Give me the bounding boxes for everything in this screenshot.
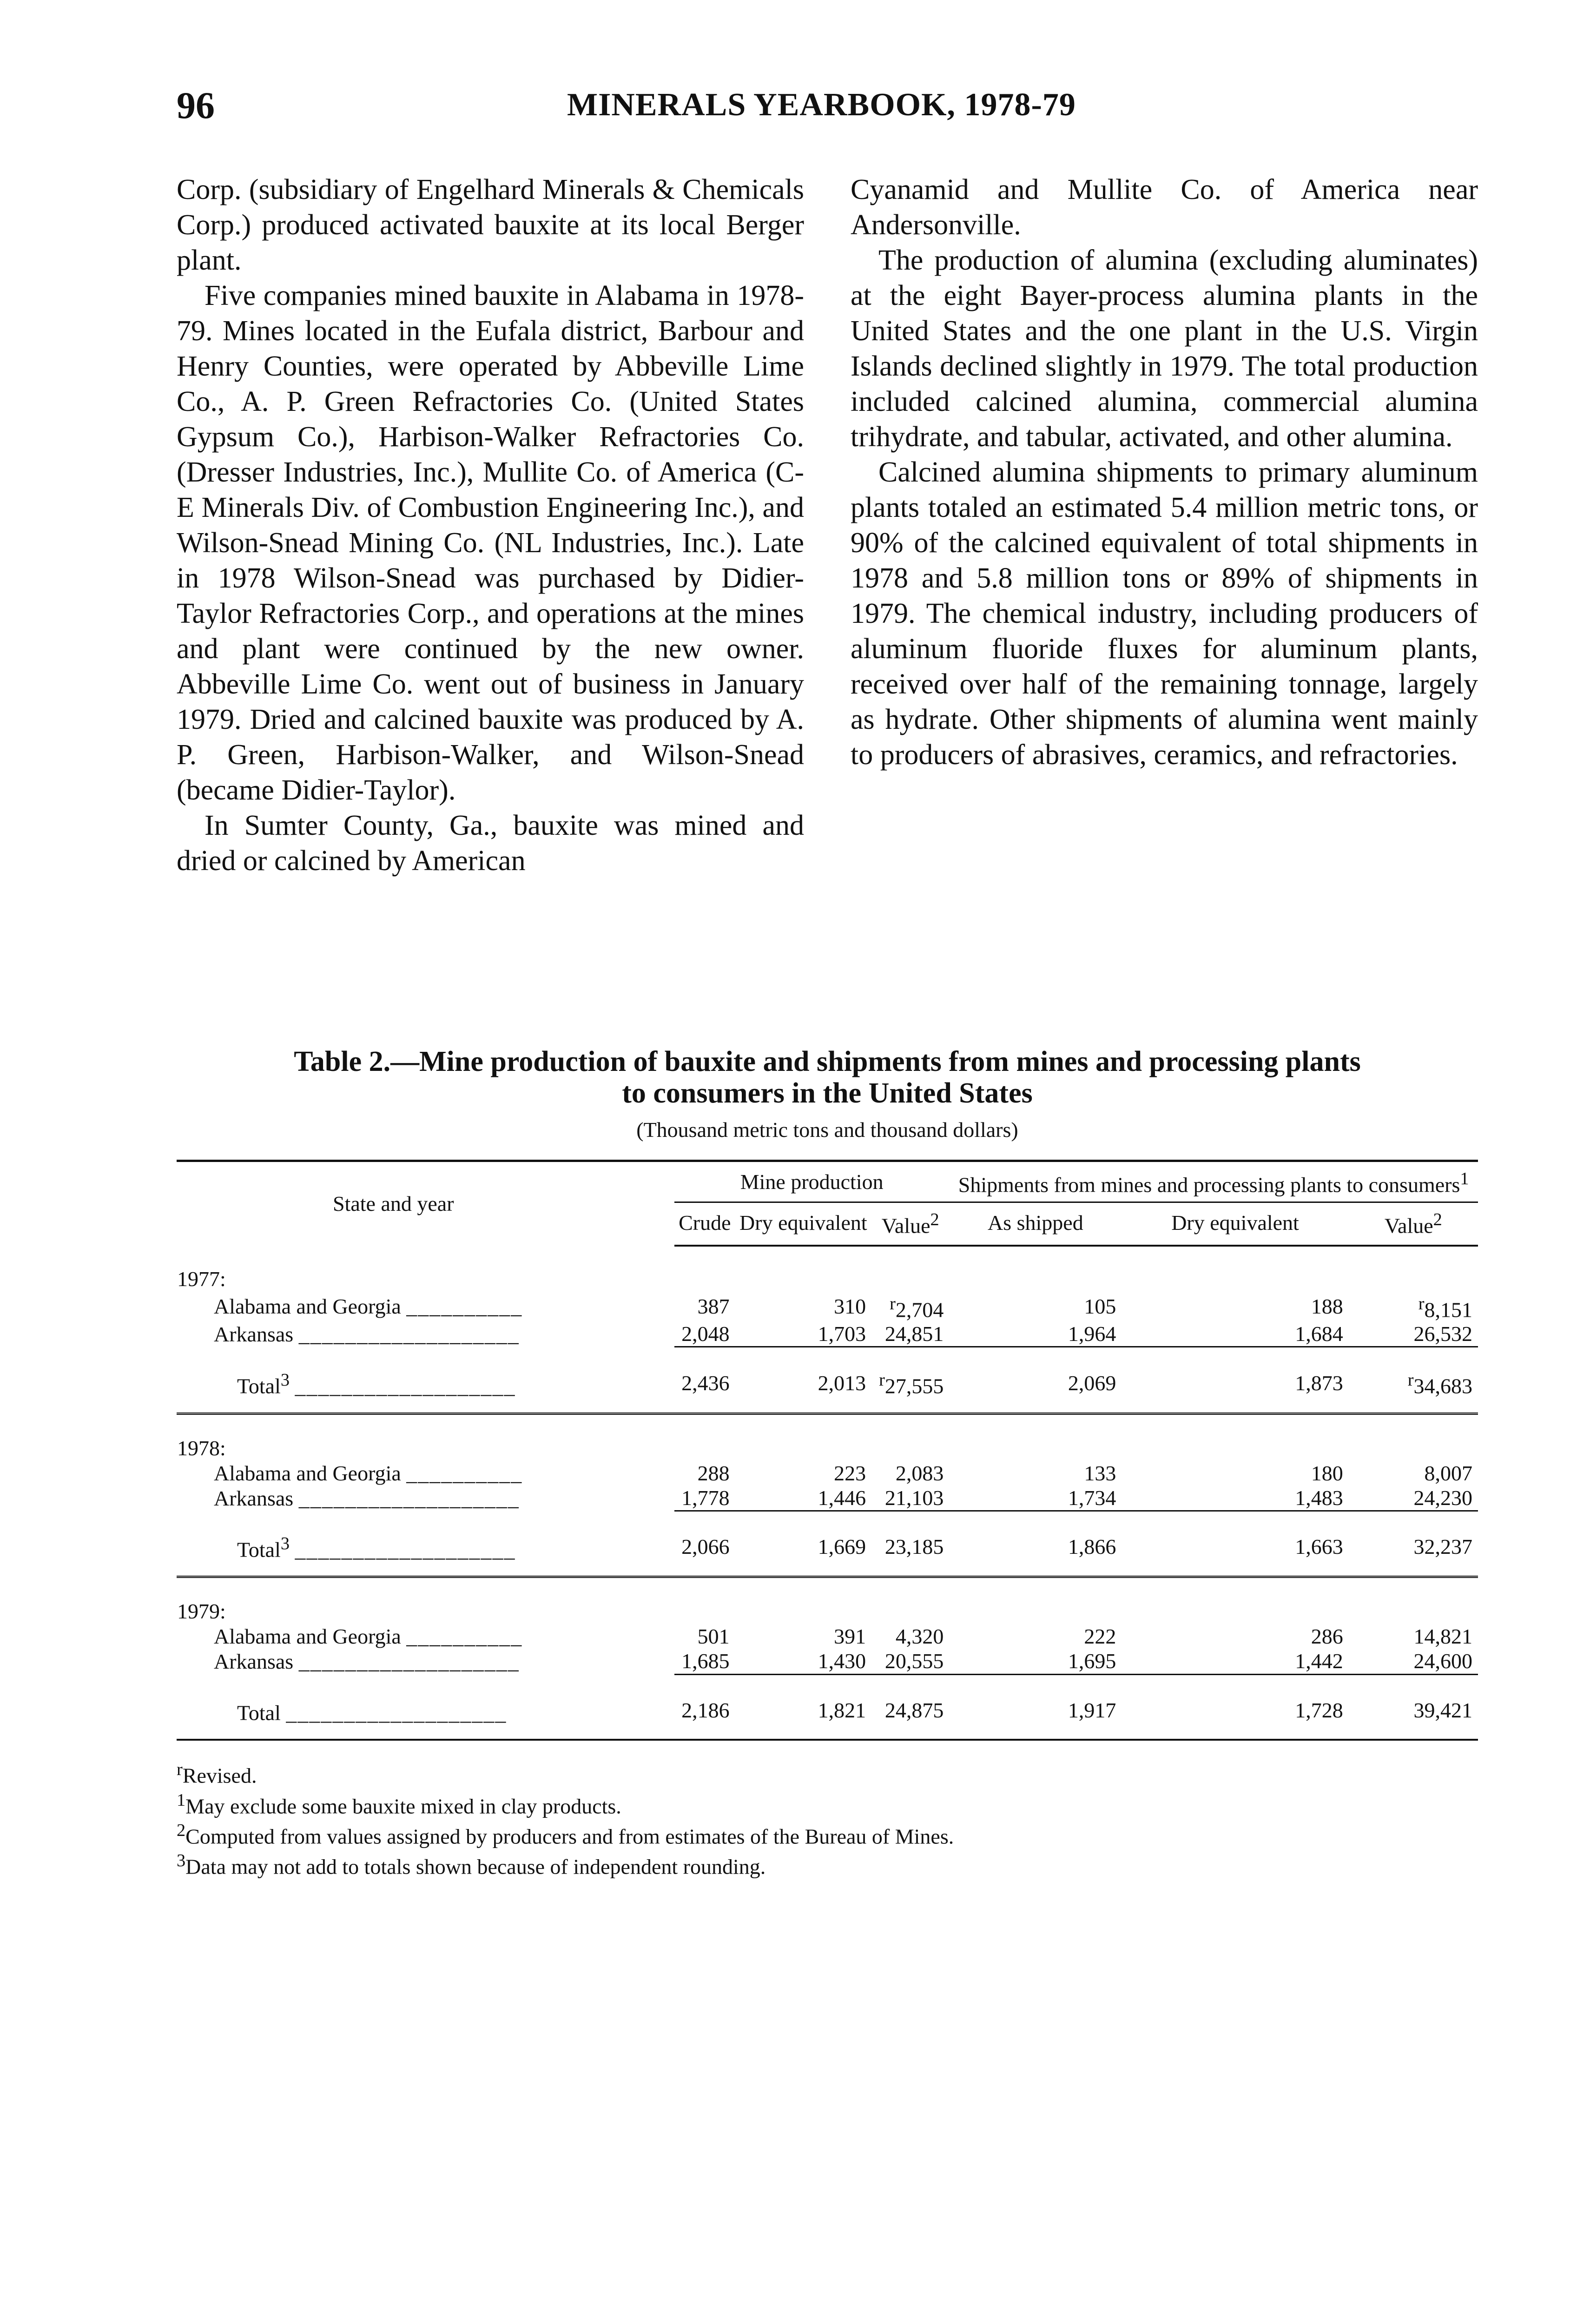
footnote: $^2$Computed from values assigned by producers and from estimates of the Bureau of Mines. xyxy=(177,1821,954,1849)
paragraph: Corp. (subsidiary of Engelhard Minerals & Chemicals Corp.) produced activated bauxite at its local Berger plant. xyxy=(177,174,804,276)
page-header xyxy=(177,84,1478,125)
total-dry2: 1,663 xyxy=(1122,1511,1348,1577)
empty-cell xyxy=(949,1577,1122,1624)
total-row xyxy=(177,1511,1478,1577)
cell-dry2: 188 xyxy=(1311,1294,1343,1319)
total-value: 24,875 xyxy=(871,1674,949,1740)
cell-dry2: 1,684 xyxy=(1295,1322,1343,1346)
cell-value: 21,103 xyxy=(884,1486,944,1510)
total-dry2: 1,873 xyxy=(1122,1347,1348,1413)
cell-shipped: 105 xyxy=(1084,1294,1116,1319)
total-shipped: 1,866 xyxy=(949,1511,1122,1577)
cell-shipped: 133 xyxy=(1084,1461,1116,1485)
total-crude: 2,186 xyxy=(674,1674,735,1740)
cell-dry: 1,430 xyxy=(818,1649,866,1673)
paragraph: Five companies mined bauxite in Alabama in 1978-79. Mines located in the Eufala district, Barbour and Henry Counties, were operated by Abbeville Lime Co., A. P. Green Refractories Co. (United States Gypsum Co.), Harbison-Walker Refractories Co. (Dresser Industries, Inc.), Mullite Co. of America (C-E Minerals Div. of Combustion Engineering Inc.), and Wilson-Snead Mining Co. (NL Industries, Inc.). Late in 1978 Wilson-Snead was purchased by Didier-Taylor Refractories Corp., and operations at the mines and plant were continued by the new owner. Abbeville Lime Co. went out of business in January 1979. Dried and calcined bauxite was produced by A. P. Green, Harbison-Walker, and Wilson-Snead (became Didier-Taylor). xyxy=(177,280,804,806)
table-block xyxy=(177,1046,1478,1879)
year-label: 1977: xyxy=(177,1267,226,1291)
cell-value2: $^r$8,151 xyxy=(1418,1294,1472,1321)
cell-dry: 1,446 xyxy=(818,1486,866,1510)
total-shipped: 2,069 xyxy=(949,1347,1122,1413)
cell-shipped: 222 xyxy=(1084,1624,1116,1649)
paragraph: The production of alumina (excluding aluminates) at the eight Bayer-process alumina plants in the United States and the one plant in the U.S. Virgin Islands declined slightly in 1979. The total production included calcined alumina, commercial alumina trihydrate, and tabular, activated, and other alumina. xyxy=(851,244,1478,453)
cell-dry: 1,703 xyxy=(818,1322,866,1346)
cell-value: 20,555 xyxy=(884,1649,944,1673)
total-crude: 2,066 xyxy=(674,1511,735,1577)
col-value: Value$^2$ xyxy=(871,1202,949,1246)
cell-value2: 24,600 xyxy=(1413,1649,1472,1673)
empty-cell xyxy=(1122,1413,1348,1461)
empty-cell xyxy=(674,1413,735,1461)
paragraph: In Sumter County, Ga., bauxite was mined and dried or calcined by American xyxy=(177,810,804,877)
total-dry: 2,013 xyxy=(735,1347,872,1413)
group-mine-production: Mine production xyxy=(674,1161,949,1202)
total-value: 23,185 xyxy=(871,1511,949,1577)
empty-cell xyxy=(1349,1246,1478,1292)
cell-shipped: 1,695 xyxy=(1068,1649,1116,1673)
empty-cell xyxy=(1122,1246,1348,1292)
stub-header: State and year xyxy=(177,1161,674,1246)
col-crude: Crude xyxy=(674,1202,735,1246)
table-row xyxy=(177,1649,1478,1674)
total-row xyxy=(177,1674,1478,1740)
row-label: Alabama and Georgia __________ xyxy=(214,1624,523,1649)
table-row xyxy=(177,1624,1478,1649)
col-dry-equivalent-shipped: Dry equivalent xyxy=(1122,1202,1348,1246)
year-label: 1978: xyxy=(177,1436,226,1460)
total-value2: 39,421 xyxy=(1349,1674,1478,1740)
cell-dry2: 1,483 xyxy=(1295,1486,1343,1510)
empty-cell xyxy=(871,1246,949,1292)
row-label: Arkansas ___________________ xyxy=(214,1486,520,1510)
empty-cell xyxy=(949,1413,1122,1461)
row-label: Alabama and Georgia __________ xyxy=(214,1461,523,1485)
empty-cell xyxy=(674,1246,735,1292)
cell-value2: 26,532 xyxy=(1413,1322,1472,1346)
paragraph: Calcined alumina shipments to primary aluminum plants totaled an estimated 5.4 million metric tons, or 90% of the calcined equivalent of total shipments in 1978 and 5.8 million tons or 89% of shipments in 1979. The chemical industry, including producers of aluminum fluoride fluxes for aluminum plants, received over half of the remaining tonnage, largely as hydrate. Other shipments of alumina went mainly to producers of abrasives, ceramics, and refractories. xyxy=(851,456,1478,771)
table-row xyxy=(177,1486,1478,1511)
cell-dry2: 1,442 xyxy=(1295,1649,1343,1673)
table-row xyxy=(177,1322,1478,1347)
total-row xyxy=(177,1347,1478,1413)
cell-dry: 391 xyxy=(834,1624,866,1649)
cell-crude: 2,048 xyxy=(681,1322,730,1346)
empty-cell xyxy=(1349,1413,1478,1461)
cell-crude: 1,685 xyxy=(681,1649,730,1673)
total-dry2: 1,728 xyxy=(1122,1674,1348,1740)
footnote: $^3$Data may not add to totals shown because of independent rounding. xyxy=(177,1851,766,1879)
total-label: Total$^3$ ___________________ xyxy=(177,1347,674,1413)
table-notes xyxy=(177,1757,1478,1879)
empty-cell xyxy=(735,1577,872,1624)
col-as-shipped: As shipped xyxy=(949,1202,1122,1246)
body-columns xyxy=(177,172,1478,878)
cell-dry: 223 xyxy=(834,1461,866,1485)
empty-cell xyxy=(735,1246,872,1292)
empty-cell xyxy=(1349,1577,1478,1624)
table-row xyxy=(177,1461,1478,1486)
year-row xyxy=(177,1246,1478,1292)
total-dry: 1,821 xyxy=(735,1674,872,1740)
empty-cell xyxy=(735,1413,872,1461)
col-value-shipped: Value$^2$ xyxy=(1349,1202,1478,1246)
row-label: Arkansas ___________________ xyxy=(214,1650,520,1674)
col-dry-equivalent: Dry equivalent xyxy=(735,1202,872,1246)
page-number: 96 xyxy=(177,84,215,126)
table-title: Table 2.—Mine production of bauxite and shipments from mines and processing plants to consumers in the United States xyxy=(294,1046,1361,1109)
total-value2: $^r$34,683 xyxy=(1349,1347,1478,1413)
total-shipped: 1,917 xyxy=(949,1674,1122,1740)
footnote: $^r$Revised. xyxy=(177,1760,257,1788)
cell-dry2: 180 xyxy=(1311,1461,1343,1485)
cell-crude: 1,778 xyxy=(681,1486,730,1510)
cell-value2: 24,230 xyxy=(1413,1486,1472,1510)
total-label: Total ___________________ xyxy=(177,1674,674,1740)
empty-cell xyxy=(1122,1577,1348,1624)
cell-dry: 310 xyxy=(834,1294,866,1319)
year-row xyxy=(177,1577,1478,1624)
table-body xyxy=(177,1246,1478,1740)
cell-crude: 288 xyxy=(697,1461,730,1485)
empty-cell xyxy=(949,1246,1122,1292)
total-crude: 2,436 xyxy=(674,1347,735,1413)
cell-value2: 8,007 xyxy=(1424,1461,1472,1485)
total-label: Total$^3$ ___________________ xyxy=(177,1511,674,1577)
row-label: Arkansas ___________________ xyxy=(214,1322,520,1346)
footnote: $^1$May exclude some bauxite mixed in clay products. xyxy=(177,1790,621,1818)
total-value2: 32,237 xyxy=(1349,1511,1478,1577)
table-units: (Thousand metric tons and thousand dollars) xyxy=(636,1118,1018,1142)
cell-shipped: 1,964 xyxy=(1068,1322,1116,1346)
empty-cell xyxy=(674,1577,735,1624)
cell-dry2: 286 xyxy=(1311,1624,1343,1649)
running-head: MINERALS YEARBOOK, 1978-79 xyxy=(567,87,1076,123)
table-row xyxy=(177,1292,1478,1322)
cell-value: 4,320 xyxy=(895,1624,944,1649)
year-row xyxy=(177,1413,1478,1461)
cell-value: $^r$2,704 xyxy=(890,1294,944,1321)
cell-value: 24,851 xyxy=(884,1322,944,1346)
right-column xyxy=(851,172,1478,878)
cell-value: 2,083 xyxy=(895,1461,944,1485)
cell-shipped: 1,734 xyxy=(1068,1486,1116,1510)
cell-crude: 387 xyxy=(697,1294,730,1319)
total-value: $^r$27,555 xyxy=(871,1347,949,1413)
cell-crude: 501 xyxy=(697,1624,730,1649)
paragraph: Cyanamid and Mullite Co. of America near Andersonville. xyxy=(851,174,1478,241)
group-shipments: Shipments from mines and processing plants to consumers$^1$ xyxy=(949,1161,1478,1202)
row-label: Alabama and Georgia __________ xyxy=(214,1294,523,1319)
cell-value2: 14,821 xyxy=(1413,1624,1472,1649)
empty-cell xyxy=(871,1413,949,1461)
total-dry: 1,669 xyxy=(735,1511,872,1577)
data-table xyxy=(177,1160,1478,1741)
year-label: 1979: xyxy=(177,1599,226,1624)
empty-cell xyxy=(871,1577,949,1624)
left-column xyxy=(177,172,804,878)
